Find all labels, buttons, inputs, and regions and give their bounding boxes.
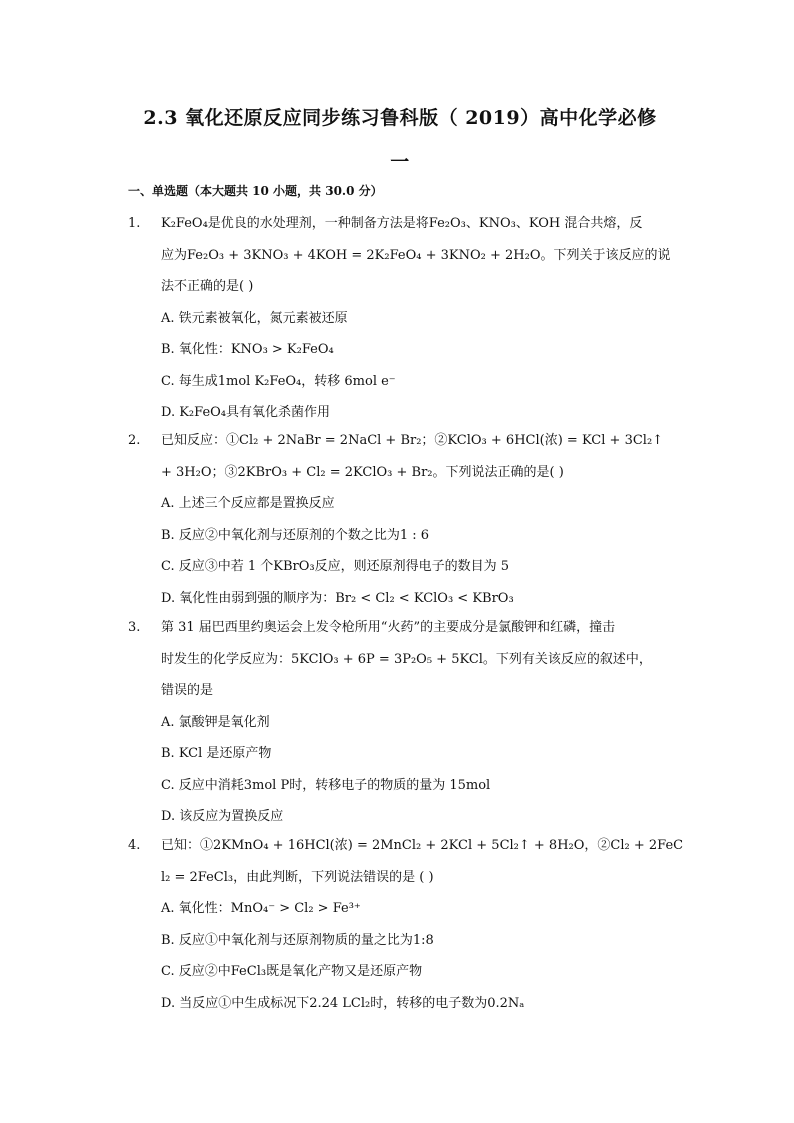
option-b: B. 反应①中氧化剂与还原剂物质的量之比为1:8 xyxy=(161,932,434,948)
question-text: 法不正确的是( ) xyxy=(161,279,254,294)
question-text: 时发生的化学反应为：5KClO₃ + 6P = 3P₂O₅ + 5KCl。下列有关该反应的叙述中， xyxy=(161,651,652,667)
question-line xyxy=(128,612,668,644)
question-4 xyxy=(128,830,684,1019)
question-text: 第 31 届巴西里约奥运会上发令枪所用“火药”的主要成分是氯酸钾和红磷，撞击 xyxy=(161,620,616,635)
question-number: 3. xyxy=(128,620,141,635)
question-text: l₂ = 2FeCl₃，由此判断，下列说法错误的是 ( ) xyxy=(161,869,434,885)
question-2 xyxy=(128,425,668,614)
question-text: 错误的是 xyxy=(161,683,214,698)
question-line xyxy=(128,830,684,862)
option-b: B. 氧化性：KNO₃ > K₂FeO₄ xyxy=(161,342,334,357)
section-header: 一、单选题（本大题共 10 小题，共 30.0 分） xyxy=(128,184,383,198)
option-c: C. 反应③中若 1 个KBrO₃反应，则还原剂得电子的数目为 5 xyxy=(161,559,510,574)
question-text: 已知反应：①Cl₂ + 2NaBr = 2NaCl + Br₂；②KClO₃ + 6HCl(浓) = KCl + 3Cl₂↑ xyxy=(161,433,664,448)
option-d: D. 该反应为置换反应 xyxy=(161,809,284,824)
option-c: C. 每生成1mol K₂FeO₄，转移 6mol e⁻ xyxy=(161,373,396,389)
option-d: D. 氧化性由弱到强的顺序为：Br₂ < Cl₂ < KClO₃ < KBrO₃ xyxy=(161,590,514,606)
title-line-1: 2.3 氧化还原反应同步练习鲁科版（ 2019）高中化学必修 xyxy=(143,107,657,129)
question-3 xyxy=(128,612,668,833)
question-line xyxy=(128,208,668,240)
option-c: C. 反应中消耗3mol P时，转移电子的物质的量为 15mol xyxy=(161,777,491,793)
question-number: 1. xyxy=(128,216,141,231)
option-a: A. 氧化性：MnO₄⁻ > Cl₂ > Fe³⁺ xyxy=(161,901,361,916)
question-1 xyxy=(128,208,671,429)
page-title xyxy=(120,96,680,184)
option-c: C. 反应②中FeCl₃既是氧化产物又是还原产物 xyxy=(161,964,423,979)
question-text: 应为Fe₂O₃ + 3KNO₃ + 4KOH = 2K₂FeO₄ + 3KNO₂ + 2H₂O。下列关于该反应的说 xyxy=(161,247,671,263)
option-b: B. KCl 是还原产物 xyxy=(161,746,272,761)
option-b: B. 反应②中氧化剂与还原剂的个数之比为1 : 6 xyxy=(161,527,430,543)
option-d: D. K₂FeO₄具有氧化杀菌作用 xyxy=(161,405,331,420)
question-text: 已知：①2KMnO₄ + 16HCl(浓) = 2MnCl₂ + 2KCl + 5Cl₂↑ + 8H₂O，②Cl₂ + 2FeC xyxy=(161,838,684,853)
option-a: A. 氯酸钾是氧化剂 xyxy=(161,714,270,730)
option-a: A. 上述三个反应都是置换反应 xyxy=(161,496,335,511)
option-d: D. 当反应①中生成标况下2.24 LCl₂时，转移的电子数为0.2Nₐ xyxy=(161,995,525,1011)
option-a: A. 铁元素被氧化，氮元素被还原 xyxy=(161,310,348,326)
question-number: 4. xyxy=(128,838,141,853)
question-text: + 3H₂O；③2KBrO₃ + Cl₂ = 2KClO₃ + Br₂。下列说法正确的是( ) xyxy=(161,464,564,480)
question-text: K₂FeO₄是优良的水处理剂，一种制备方法是将Fe₂O₃、KNO₃、KOH 混合共熔，反 xyxy=(161,216,643,231)
question-number: 2. xyxy=(128,433,141,448)
title-line-2: 一 xyxy=(390,151,410,173)
question-line xyxy=(128,425,668,457)
